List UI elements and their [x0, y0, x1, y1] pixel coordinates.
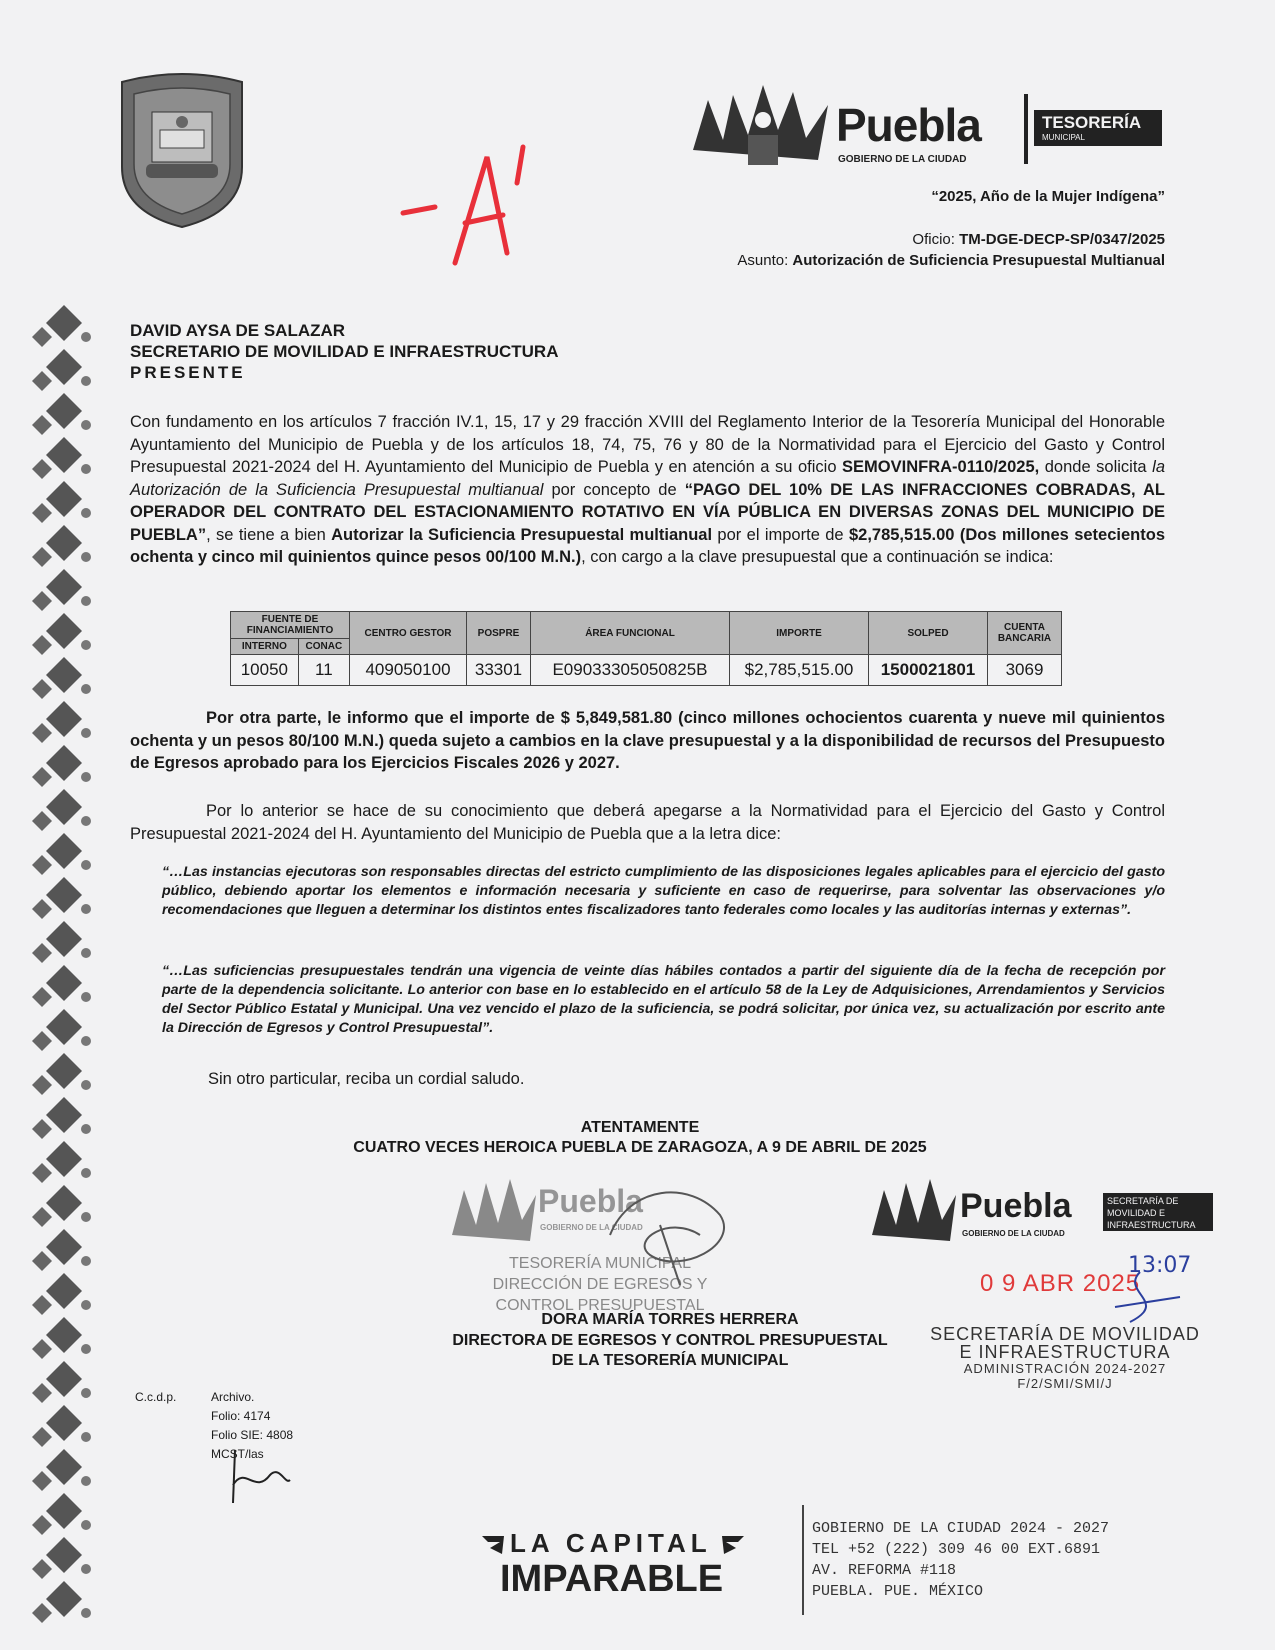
ccp-item: MCST/las	[211, 1447, 264, 1461]
stamp-subtitle: GOBIERNO DE LA CIUDAD	[962, 1229, 1065, 1238]
department-badge: SECRETARÍA DE MOVILIDAD E INFRAESTRUCTURA	[1103, 1193, 1213, 1231]
ccp-label: C.c.d.p.	[135, 1390, 177, 1404]
municipal-seal-logo	[112, 72, 252, 230]
quote-2: “…Las suficiencias presupuestales tendrán una vigencia de veinte días hábiles contados a partir del siguiente día de la fecha de recepción por parte de la dependencia solicitante. Lo anterior con base en lo establecido en el artículo 58 de la Ley de Adquisiciones, Arrendamientos y Servicios del Sector Público Estatal y Municipal. Una vez vencido el plazo de la suficiencia, se podrá solicitar, por única vez, su actualización por escrito ante la Dirección de Egresos y Control Presupuestal”.	[162, 963, 1165, 1036]
th-solped: SOLPED	[869, 612, 988, 655]
stamp-line: DIRECCIÓN DE EGRESOS Y	[492, 1276, 708, 1293]
closing-line: Sin otro particular, reciba un cordial saludo.	[208, 1070, 525, 1088]
brand-subtitle: GOBIERNO DE LA CIUDAD	[838, 154, 967, 165]
footer-divider	[802, 1505, 804, 1615]
received-stamp	[860, 1175, 1215, 1410]
body-paragraph-2: Por otra parte, le informo que el importe de $ 5,849,581.80 (cinco millones ochocientos cuarenta y nueve mil quinientos ochenta y un pesos 80/100 M.N.) queda sujeto a cambios en la clave presupuestal y a la disponibilidad de recursos del Presupuesto de Egresos aprobado para los Ejercicios Fiscales 2026 y 2027.	[130, 709, 1165, 772]
logo-divider	[1024, 94, 1028, 164]
received-dept	[920, 1325, 1210, 1391]
p1-text: , se tiene a bien	[206, 525, 332, 544]
city-emblem-icon	[450, 1175, 540, 1245]
received-date: 0 9 ABR 2025	[980, 1270, 1141, 1297]
stamp-line: F/2/SMI/SMI/J	[1017, 1376, 1113, 1391]
p1-amount: $2,785,515.00 (Dos millones setecientos ochenta y cinco mil quinientos quince pesos 00/100 M.N.)	[130, 525, 1165, 566]
p1-request: la Autorización de la Suficiencia Presupuestal multianual	[130, 458, 1165, 499]
asunto-text: Autorización de Suficiencia Presupuestal Multianual	[792, 252, 1165, 269]
asunto-label: Asunto:	[737, 252, 793, 269]
brand-name: Puebla	[836, 99, 981, 151]
recipient-block	[130, 320, 558, 383]
stamp-line: ADMINISTRACIÓN 2024-2027	[963, 1361, 1167, 1376]
footer-line: GOBIERNO DE LA CIUDAD 2024 - 2027	[812, 1520, 1110, 1537]
th-pospre: POSPRE	[467, 612, 531, 655]
footer-contact	[812, 1518, 1109, 1602]
footer-line: TEL +52 (222) 309 46 00 EXT.6891	[812, 1541, 1101, 1558]
signer-title-line1: DIRECTORA DE EGRESOS Y CONTROL PRESUPUESTAL	[452, 1332, 888, 1349]
department-name: TESORERÍA	[1042, 113, 1142, 132]
body-paragraph-3: Por lo anterior se hace de su conocimiento que deberá apegarse a la Normatividad para el Ejercicio del Gasto y Control Presupuestal 2021-2024 del H. Ayuntamiento del Municipio de Puebla que a la letra dice:	[130, 802, 1165, 843]
p1-text: por el importe de	[712, 525, 849, 544]
oficio-block	[737, 229, 1165, 271]
p1-oficio-ref: SEMOVINFRA-0110/2025,	[842, 458, 1040, 476]
decorative-border	[28, 305, 100, 1640]
ccp-item: Folio: 4174	[211, 1409, 271, 1423]
cell-importe: $2,785,515.00	[730, 655, 869, 686]
cell-interno: 10050	[231, 655, 299, 686]
p1-text: por concepto de	[543, 480, 685, 499]
th-area-funcional: ÁREA FUNCIONAL	[531, 612, 730, 655]
stamp-brand: Puebla	[960, 1187, 1072, 1225]
quote-1: “…Las instancias ejecutoras son responsables directas del estricto cumplimiento de las disposiciones legales aplicables para el ejercicio del gasto público, debiendo aportar los elementos e información necesaria y suficiente en caso de requerirse, para solventar las observaciones y/o recomendaciones que lleguen a determinar los distintos entes fiscalizadores tanto federales como locales y las auditorías internas y externas”.	[162, 864, 1165, 918]
cell-centro-gestor: 409050100	[350, 655, 467, 686]
slogan-line2: IMPARABLE	[500, 1558, 724, 1600]
atentamente: ATENTAMENTE	[580, 1119, 700, 1136]
p1-authorization: Autorizar la Suficiencia Presupuestal multianual	[331, 525, 713, 544]
year-motto: “2025, Año de la Mujer Indígena”	[931, 188, 1165, 205]
la-capital-imparable-logo	[480, 1528, 800, 1608]
body-paragraph-1	[130, 411, 1165, 569]
received-time: 13:07	[1128, 1253, 1192, 1278]
ccp-item: Archivo.	[211, 1390, 255, 1404]
received-initials	[1110, 1267, 1190, 1327]
p1-text: Con fundamento en los artículos 7 fracción IV.1, 15, 17 y 29 fracción XVIII del Reglamento Interior de la Tesorería Municipal del Honorable Ayuntamiento del Municipio de Puebla y de los artículos 18, 74, 75, 76 y 80 de la Normatividad para el Ejercicio del Gasto y Control Presupuestal 2021-2024 del H. Ayuntamiento del Municipio de Puebla y en atención a su oficio	[130, 413, 1165, 476]
signer-title-line2: DE LA TESORERÍA MUNICIPAL	[551, 1352, 789, 1369]
stamp-line: CONTROL PRESUPUESTAL	[495, 1297, 705, 1314]
department-sub: MUNICIPAL	[1042, 133, 1085, 142]
city-emblem-icon	[870, 1175, 960, 1243]
recipient-title: SECRETARIO DE MOVILIDAD E INFRAESTRUCTURA	[130, 342, 559, 361]
handwritten-mark	[395, 135, 545, 275]
stamp-line: SECRETARÍA DE MOVILIDAD	[930, 1324, 1200, 1344]
city-emblem-icon	[688, 80, 838, 175]
cell-cuenta-bancaria: 3069	[988, 655, 1062, 686]
recipient-name: DAVID AYSA DE SALAZAR	[130, 321, 346, 340]
cell-area-funcional: E09033305050825B	[531, 655, 730, 686]
footer-line: AV. REFORMA #118	[812, 1562, 957, 1579]
p1-text: donde solicita	[1039, 458, 1153, 476]
stamp-line: TESORERÍA MUNICIPAL	[509, 1255, 691, 1272]
oficio-label: Oficio:	[912, 231, 960, 248]
p1-text: , con cargo a la clave presupuestal que a continuación se indica:	[581, 548, 1054, 566]
th-interno: INTERNO	[231, 639, 299, 655]
place-date: CUATRO VECES HEROICA PUEBLA DE ZARAGOZA, A 9 DE ABRIL DE 2025	[353, 1139, 927, 1156]
th-importe: IMPORTE	[730, 612, 869, 655]
department-badge	[1034, 110, 1162, 146]
signer-name: DORA MARÍA TORRES HERRERA	[541, 1311, 799, 1328]
cell-solped: 1500021801	[869, 655, 988, 686]
table-row	[231, 655, 1062, 686]
ccp-item: Folio SIE: 4808	[211, 1428, 294, 1442]
stamp-line: E INFRAESTRUCTURA	[959, 1342, 1171, 1362]
wing-right-icon	[720, 1534, 746, 1556]
footer-line: PUEBLA. PUE. MÉXICO	[812, 1583, 984, 1600]
handwritten-signature	[570, 1175, 770, 1295]
cell-pospre: 33301	[467, 655, 531, 686]
p1-concept: “PAGO DEL 10% DE LAS INFRACCIONES COBRADAS, AL OPERADOR DEL CONTRATO DEL ESTACIONAMIENTO ROTATIVO EN VÍA PÚBLICA EN DIVERSAS ZONAS DEL MUNICIPIO DE PUEBLA”	[130, 480, 1165, 544]
th-centro-gestor: CENTRO GESTOR	[350, 612, 467, 655]
stamp-brand: Puebla	[538, 1183, 643, 1219]
th-fuente: FUENTE DE FINANCIAMIENTO	[231, 612, 350, 639]
recipient-greeting: PRESENTE	[130, 363, 246, 382]
slogan-line1: LA CAPITAL	[510, 1528, 712, 1558]
th-conac: CONAC	[298, 639, 349, 655]
stamp-subtitle: GOBIERNO DE LA CIUDAD	[540, 1223, 643, 1232]
th-cuenta-bancaria: CUENTA BANCARIA	[988, 612, 1062, 655]
cell-conac: 11	[298, 655, 349, 686]
wing-left-icon	[480, 1534, 506, 1556]
initials-signature	[225, 1445, 295, 1505]
budget-key-table	[230, 611, 1062, 686]
oficio-number: TM-DGE-DECP-SP/0347/2025	[959, 231, 1165, 248]
puebla-tesoreria-logo	[688, 80, 1163, 175]
